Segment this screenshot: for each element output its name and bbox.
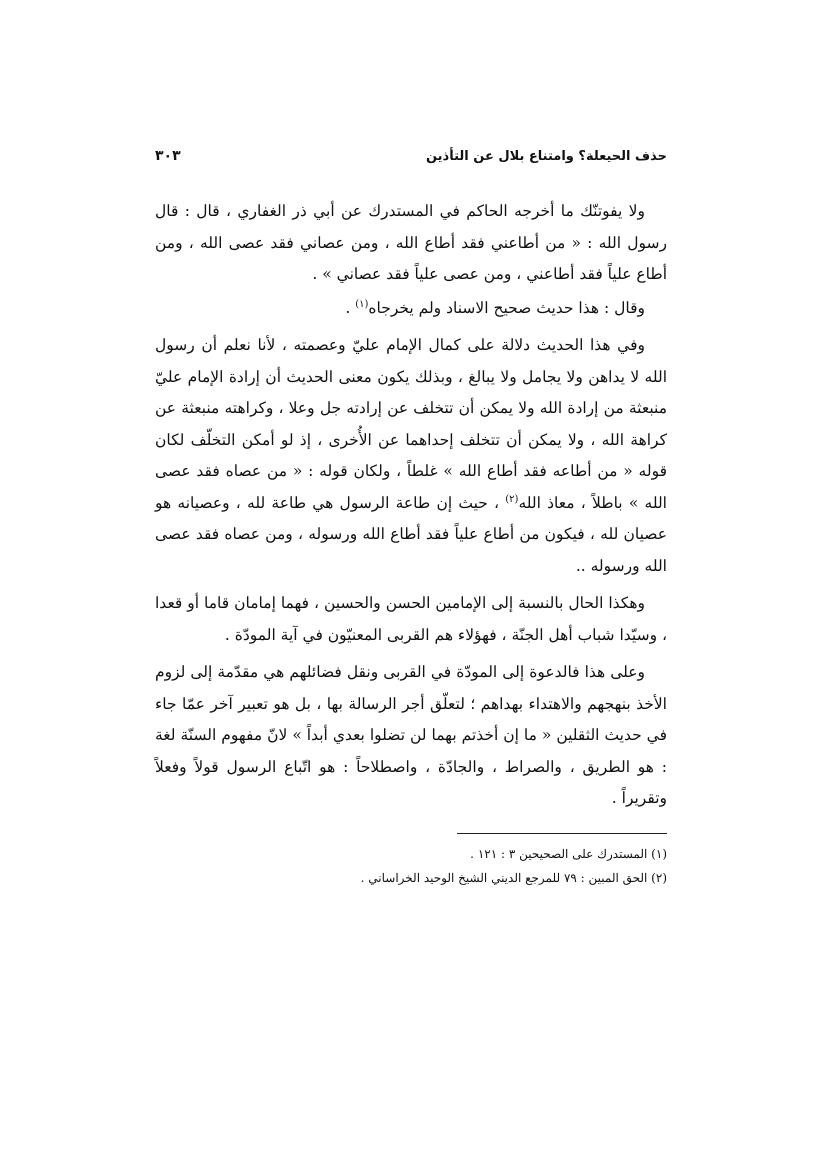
paragraph (155, 330, 667, 582)
footnote: (١) المستدرك على الصحيحين ٣ : ١٢١ . (470, 846, 667, 861)
paragraph-text: وفي هذا الحديث دلالة على كمال الإمام عليّ وعصمته ، لأنا نعلم أن رسول الله لا يداهن ولا يجامل ولا يبالغ ، وبذلك يكون معنى الحديث أن إرادة الإمام عليّ منبعثة من إرادة الله ولا يمكن أن تتخلف عن إرادته جل وعلا ، وكراهته منبعثة عن كراهة الله ، ولا يمكن أن تتخلف إحداهما عن الأُخرى ، إذ لو أمكن التخلّف لكان قوله « من أطاعه فقد أطاع الله » غلطاً ، ولكان قوله : « من عصاه فقد عصى الله » باطلاً ، معاذ الله (155, 336, 667, 512)
paragraph-text: وهكذا الحال بالنسبة إلى الإمامين الحسن والحسين ، فهما إمامان قاما أو قعدا ، وسيّدا شباب أهل الجنّة ، فهؤلاء هم القربى المعنيّون في آية المودّة . (155, 594, 667, 644)
paragraph (155, 657, 667, 815)
paragraph-text: وعلى هذا فالدعوة إلى المودّة في القربى ونقل فضائلهم هي مقدّمة إلى لزوم الأخذ بنهجهم والاهتداء بهداهم ؛ لتعلّق أجر الرسالة بها ، بل هو تعبير آخر عمّا جاء في حديث الثقلين « ما إن أخذتم بهما لن تضلوا بعدي أبداً » لانّ مفهوم السنّة لغة : هو الطريق ، والصراط ، والجادّة ، واصطلاحاً : هو اتّباع الرسول قولاً وفعلاً وتقريراً . (155, 663, 667, 807)
footnote-marker: (١) (355, 298, 369, 310)
footnote-marker: (٢) (505, 493, 519, 505)
body-text (155, 196, 667, 815)
paragraph (155, 293, 667, 325)
paragraph (155, 588, 667, 651)
page-number: ٣٠٣ (155, 148, 181, 164)
paragraph-text: ولا يفوتنّك ما أخرجه الحاكم في المستدرك عن أبي ذر الغفاري ، قال : قال رسول الله : « من أطاعني فقد أطاع الله ، ومن عصاني فقد عصى الله ، ومن أطاع علياً فقد أطاعني ، ومن عصى علياً فقد عصاني » . (155, 202, 667, 283)
paragraph-tail: ، حيث إن طاعة الرسول هي طاعة لله ، وعصيانه هو عصيان لله ، فيكون من أطاع علياً فقد أطاع الله ورسوله ، ومن عصاه فقد عصى الله ورسوله .. (155, 493, 667, 575)
paragraph-text: وقال : هذا حديث صحيح الاسناد ولم يخرجاه (368, 298, 645, 317)
footnotes (155, 842, 667, 890)
chapter-title: حذف الحيعلة؟ وامتناع بلال عن التأذين (425, 149, 667, 164)
paragraph (155, 196, 667, 291)
book-page (155, 148, 667, 890)
footnote-divider (457, 833, 667, 834)
footnote: (٢) الحق المبين : ٧٩ للمرجع الديني الشيخ الوحيد الخراساني . (360, 870, 667, 885)
running-header (155, 148, 667, 178)
paragraph-tail: . (345, 298, 356, 317)
